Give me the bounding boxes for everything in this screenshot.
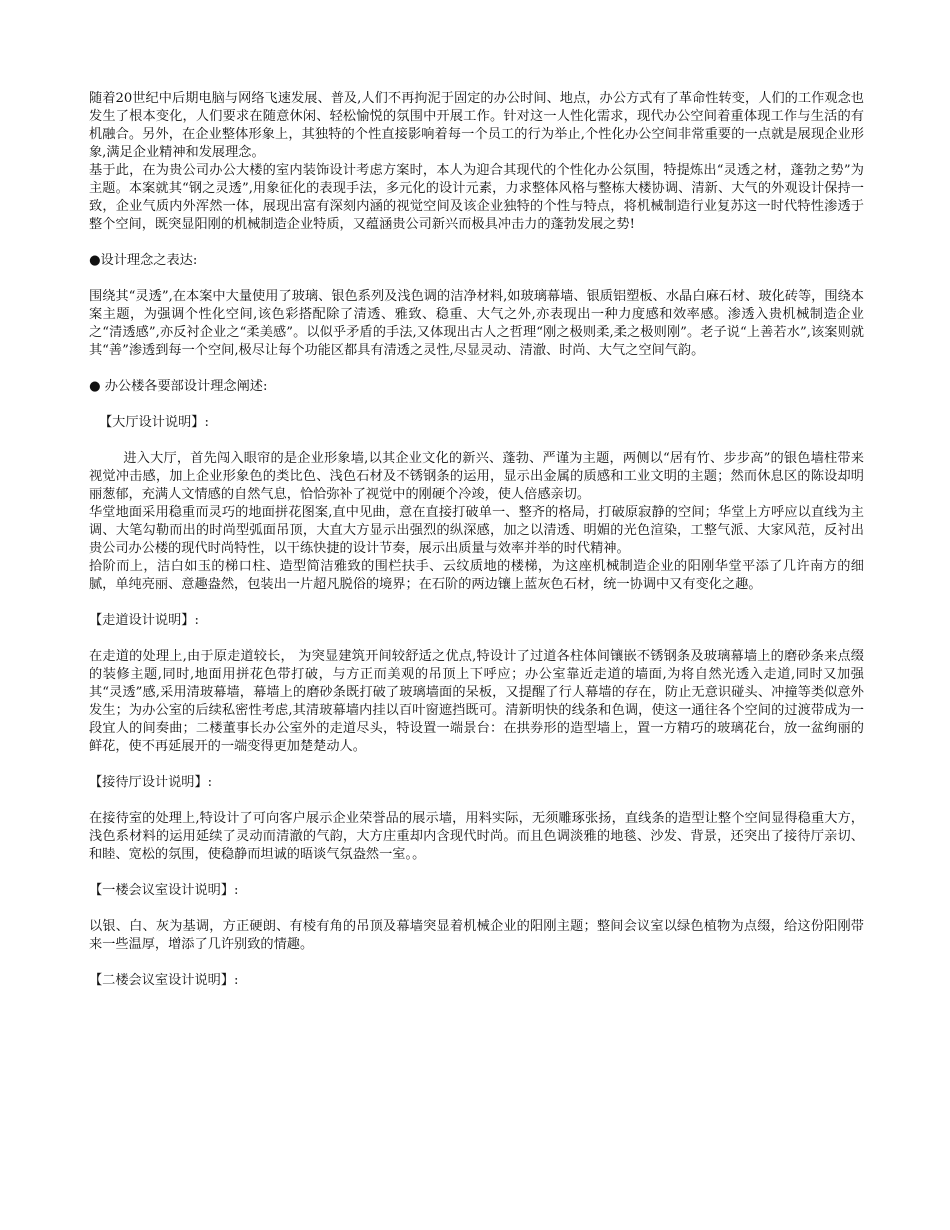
concept-heading: ●设计理念之表达: [89, 253, 198, 268]
reception-heading: 【接待厅设计说明】: [89, 775, 213, 790]
spacer [89, 954, 864, 972]
meeting2-heading: 【二楼会议室设计说明】: [89, 973, 239, 988]
lobby-paragraph-1: 进入大厅，首先闯入眼帘的是企业形象墙,以其企业文化的新兴、蓬勃、严谨为主题，两侧以“居有竹、步步高”的银色墙柱带来视觉冲击感，加上企业形象色的类比色、浅色石材及不锈钢条的运用，显示出金属的质感和工业文明的主题；然而休息区的陈设却明丽葱郁，充满人文情感的自然气息，恰恰弥补了视觉中的刚硬个冷竣，使人倍感亲切。 [89, 451, 864, 502]
spacer [89, 396, 864, 414]
lobby-paragraph-2: 华堂地面采用稳重而灵巧的地面拼花图案,直中见曲，意在直接打破单一、整齐的格局，打破原寂静的空间；华堂上方呼应以直线为主调、大笔勾勒而出的时尚型弧面吊顶，大直大方显示出强烈的纵深感，加之以清透、明媚的光色渲染，工整气派、大家风范，反衬出贵公司办公楼的现代时尚特性，以干练快捷的设计节奏，展示出质量与效率并举的时代精神。 [89, 505, 864, 556]
spacer [89, 864, 864, 882]
intro-paragraph-2: 基于此，在为贵公司办公大楼的室内装饰设计考虑方案时，本人为迎合其现代的个性化办公氛围，特提炼出“灵透之材，蓬勃之势”为主题。本案就其“钢之灵透”,用象征化的表现手法，多元化的设计元素，力求整体风格与整栋大楼协调、清新、大气的外观设计保持一致，企业气质内外浑然一体，展现出富有深刻内涵的视觉空间及该企业独特的个性与特点，将机械制造行业复苏这一时代特性渗透于整个空间，既突显阳刚的机械制造企业特质，又蕴涵贵公司新兴而极具冲击力的蓬勃发展之势! [89, 163, 864, 232]
lobby-paragraph-3: 拾阶而上，洁白如玉的梯口柱、造型简洁雅致的围栏扶手、云纹质地的楼梯，为这座机械制造企业的阳刚华堂平添了几许南方的细腻，单纯亮丽、意趣盎然，包装出一片超凡脱俗的境界；在石阶的两边镶上蓝灰色石材，统一协调中又有变化之趣。 [89, 559, 864, 592]
reception-paragraph: 在接待室的处理上,特设计了可向客户展示企业荣誉品的展示墙，用料实际，无须雕琢张扬，直线条的造型让整个空间显得稳重大方，浅色系材料的运用延续了灵动而清澈的气韵，大方庄重却内含现代时尚。而且色调淡雅的地毯、沙发、背景，还突出了接待厅亲切、和睦、宽松的氛围，使稳静而坦诚的晤谈气氛盎然一室。。 [89, 811, 864, 862]
corridor-paragraph: 在走道的处理上,由于原走道较长， 为突显建筑开间较舒适之优点,特设计了过道各柱体间镶嵌不锈钢条及玻璃幕墙上的磨砂条来点缀的装修主题,同时,地面用拼花色带打破，与方正而美观的吊顶上下呼应；办公室靠近走道的墙面,为将自然光透入走道,同时又加强其“灵透”感,采用清玻幕墙，幕墙上的磨砂条既打破了玻璃墙面的呆板，又提醒了行人幕墙的存在，防止无意识碰头、冲撞等类似意外发生；为办公室的后续私密性考虑,其清玻幕墙内挂以百叶窗遮挡既可。清新明快的线条和色调，使这一通往各个空间的过渡带成为一段宜人的间奏曲；二楼董事长办公室外的走道尽头，特设置一端景台：在拱券形的造型墙上，置一方精巧的玻璃花台，放一盆绚丽的鲜花，使不再延展开的一端变得更加楚楚动人。 [89, 649, 864, 754]
spacer [89, 594, 864, 612]
meeting1-heading: 【一楼会议室设计说明】: [89, 883, 239, 898]
lobby-heading: 【大厅设计说明】: [99, 415, 209, 430]
meeting1-paragraph: 以银、白、灰为基调，方正硬朗、有棱有角的吊顶及幕墙突显着机械企业的阳刚主题；整间会议室以绿色植物为点缀，给这份阳刚带来一些温厚，增添了几许别致的情趣。 [89, 919, 864, 952]
concept-paragraph: 围绕其“灵透”,在本案中大量使用了玻璃、银色系列及浅色调的洁净材料,如玻璃幕墙、银质铝塑板、水晶白麻石材、玻化砖等，围绕本案主题，为强调个性化空间,该色彩搭配除了清透、雅致、稳重、大气之外,亦表现出一种力度感和效率感。渗透入贵机械制造企业之“清透感”,亦反衬企业之“柔美感”。以似乎矛盾的手法,又体现出古人之哲理“刚之极则柔,柔之极则刚”。老子说“上善若水”,该案则就其“善”渗透到每一个空间,极尽让每个功能区都具有清透之灵性,尽显灵动、清澈、时尚、大气之空间气韵。 [89, 289, 864, 358]
spacer [89, 360, 864, 378]
document-page [89, 90, 864, 990]
spacer [89, 756, 864, 774]
spacer [89, 900, 864, 918]
corridor-heading: 【走道设计说明】: [89, 613, 199, 628]
intro-paragraph-1: 随着20世纪中后期电脑与网络飞速发展、普及,人们不再拘泥于固定的办公时间、地点，办公方式有了革命性转变，人们的工作观念也发生了根本变化，人们要求在随意休闲、轻松愉悦的氛围中开展工作。针对这一人性化需求，现代办公空间着重体现工作与生活的有机融合。另外，在企业整体形象上，其独特的个性直接影响着每一个员工的行为举止,个性化办公空间非常重要的一点就是展现企业形象,满足企业精神和发展理念。 [89, 91, 864, 160]
spacer [89, 630, 864, 648]
spacer [89, 270, 864, 288]
spacer [89, 234, 864, 252]
overview-heading: ● 办公楼各要部设计理念阐述: [89, 379, 268, 394]
spacer [89, 432, 864, 450]
spacer [89, 792, 864, 810]
